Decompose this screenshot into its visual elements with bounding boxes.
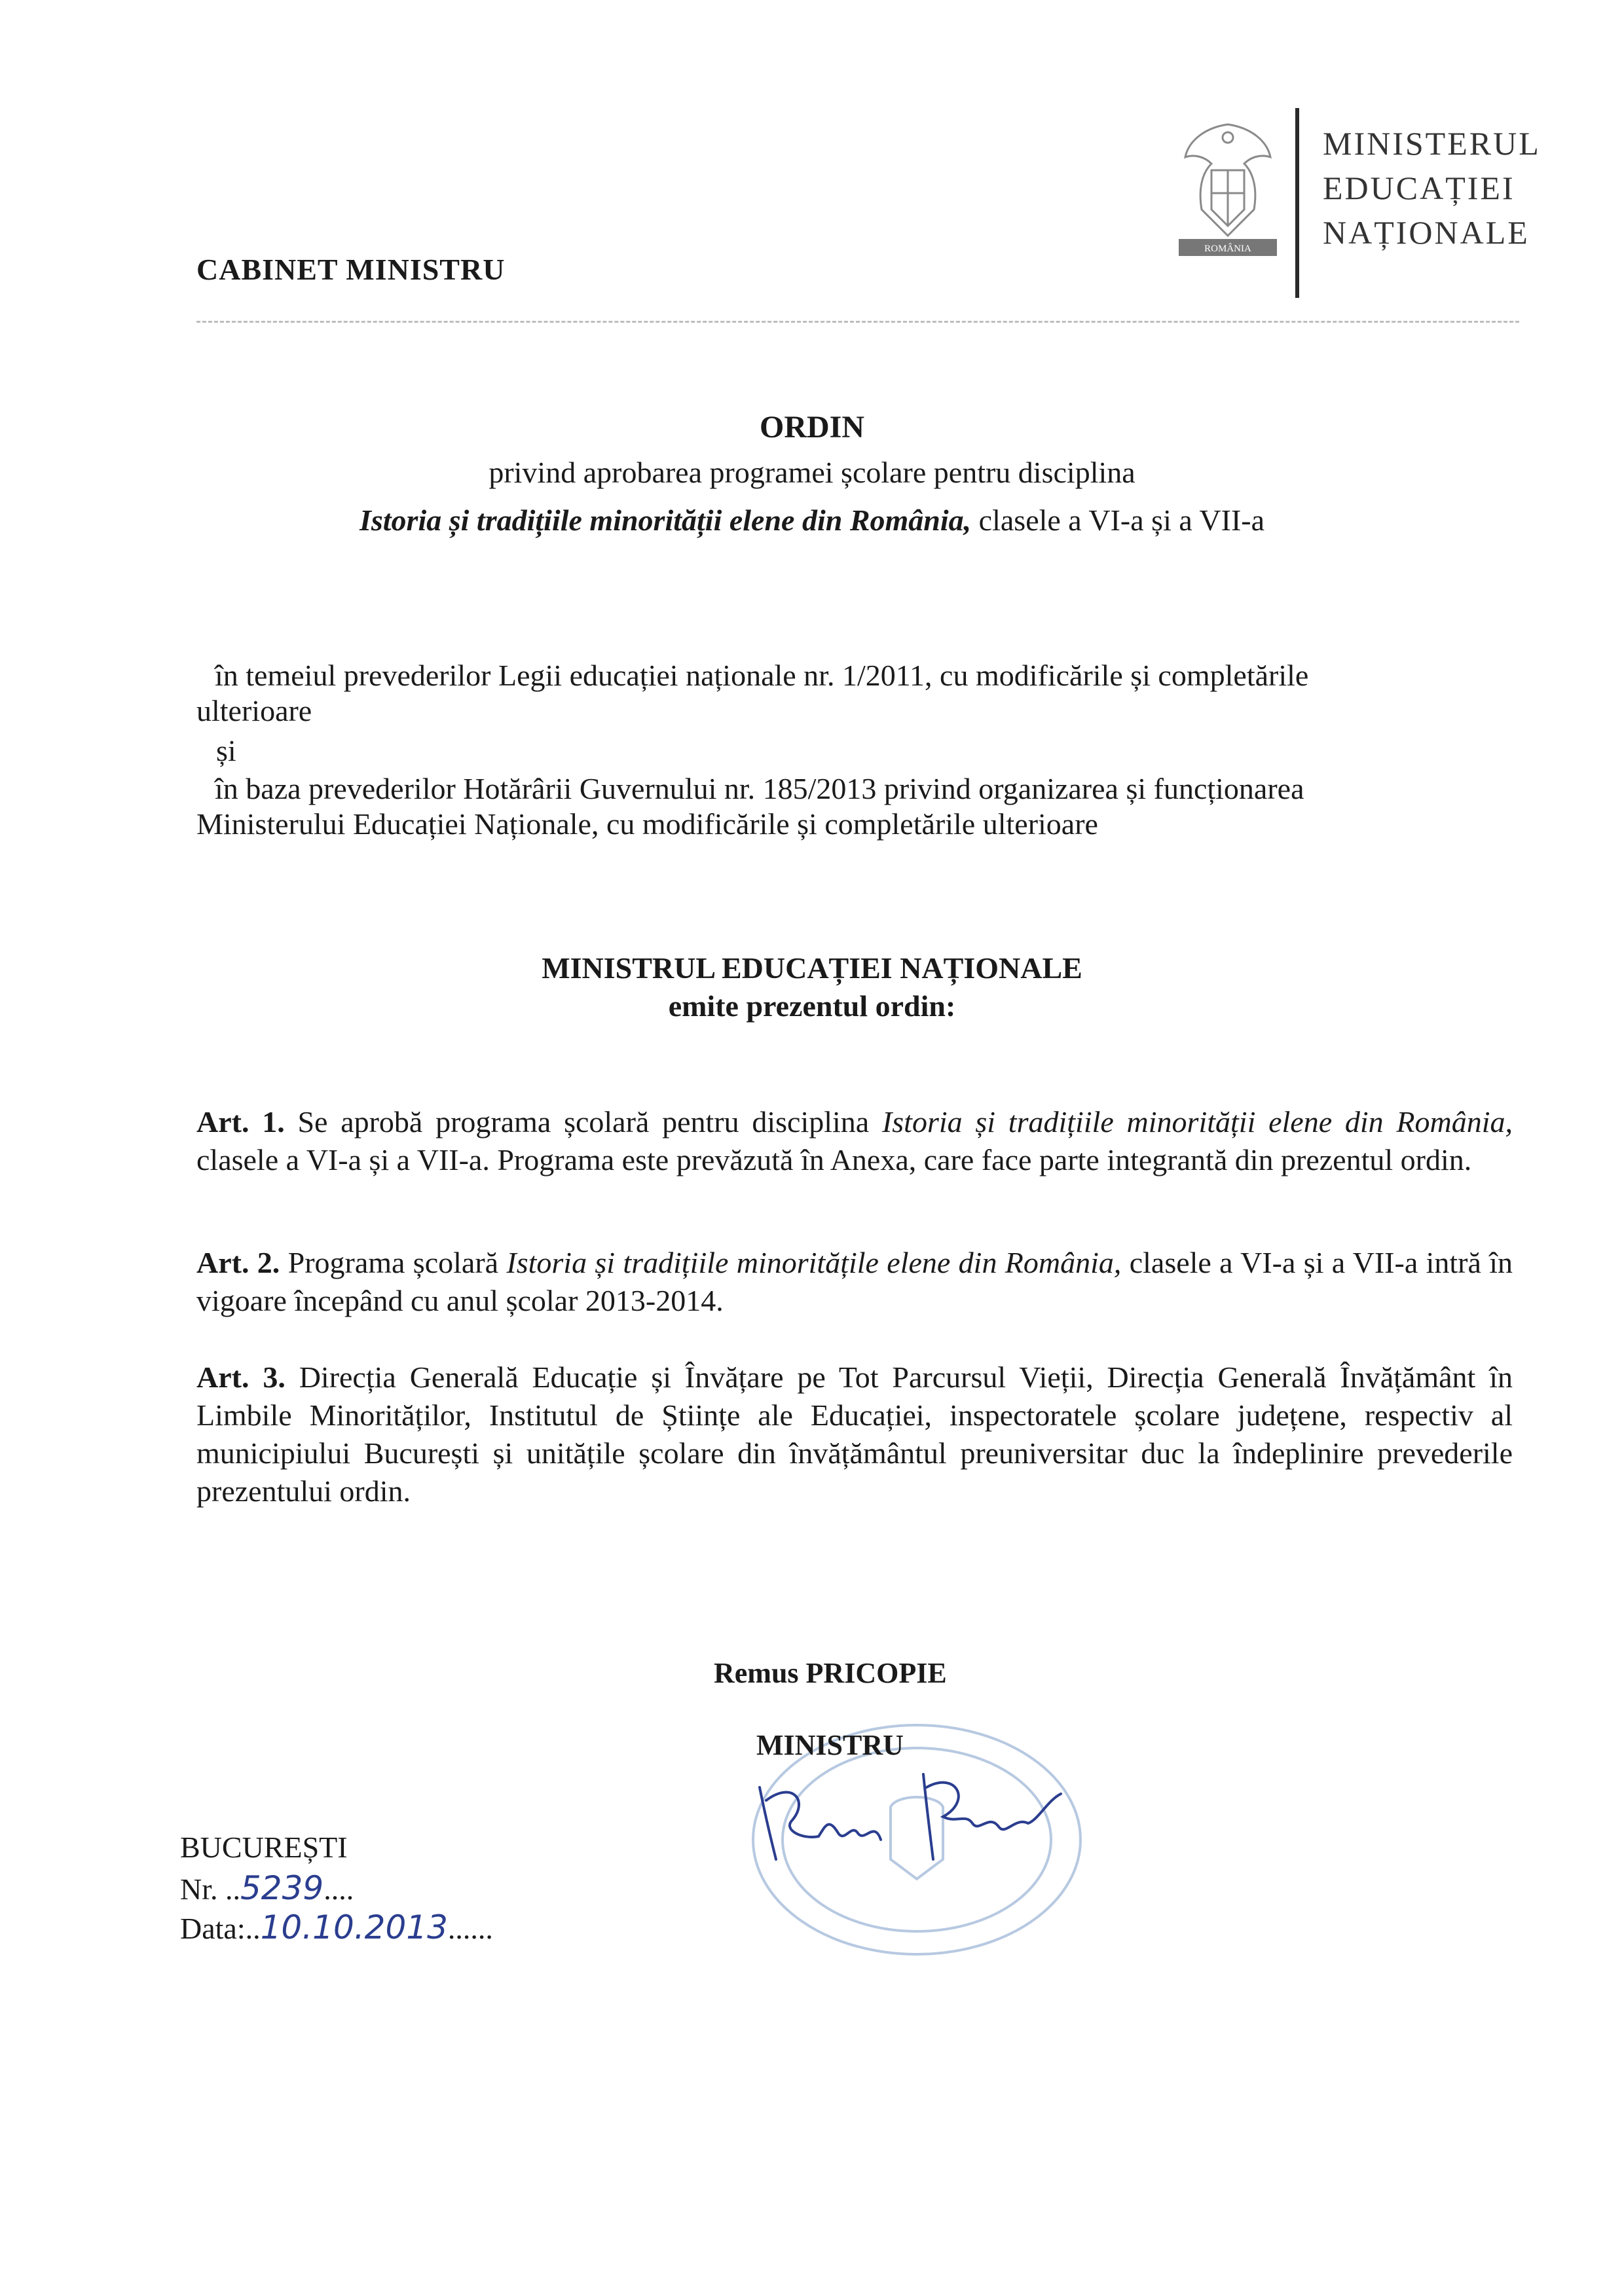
signer-role: MINISTRU — [756, 1729, 904, 1761]
article-label: Art. 3. — [196, 1360, 286, 1394]
document-title: ORDIN — [759, 410, 864, 445]
article-text: Programa școlară — [280, 1246, 507, 1279]
place-label: BUCUREȘTI — [180, 1831, 348, 1864]
signer-name: Remus PRICOPIE — [714, 1657, 947, 1689]
article-label: Art. 2. — [196, 1246, 280, 1279]
article-emphasis: Istoria și tradițiile minoritățile elene din România, — [506, 1246, 1122, 1279]
issuer-line-2: emite prezentul ordin: — [668, 989, 956, 1023]
document-subtitle-line-2 — [0, 503, 1624, 538]
handwritten-signature-icon — [747, 1761, 1074, 1872]
nr-label: Nr. .. — [180, 1872, 240, 1906]
preamble-2-continuation: Ministerului Educației Naționale, cu modificările și completările ulterioare — [196, 807, 1098, 841]
article-emphasis: Istoria și tradițiile minorității elene din România, — [881, 1105, 1513, 1139]
issuer-block — [0, 949, 1624, 1025]
article-text: clasele a VI-a și a VII-a. Programa este prevăzută în Anexa, care face parte integrantă din prezentul ordin. — [196, 1143, 1472, 1176]
preamble-1-line: în temeiul prevederilor Legii educației naționale nr. 1/2011, cu modificările și completările — [215, 659, 1309, 692]
date-dots: ...... — [447, 1912, 493, 1945]
date-label: Data:.. — [180, 1912, 261, 1945]
header-divider — [1295, 108, 1299, 298]
preamble-paragraph-1 — [196, 658, 1513, 729]
preamble-2-line: în baza prevederilor Hotărârii Guvernului nr. 185/2013 privind organizarea și funcționarea — [215, 772, 1304, 805]
article-3 — [196, 1358, 1513, 1510]
header-separator — [196, 321, 1519, 323]
ministry-name — [1323, 121, 1541, 255]
logo-banner-text: ROMÂNIA — [1204, 244, 1251, 254]
nr-value: 5239 — [240, 1869, 324, 1907]
subtitle-classes: clasele a VI-a și a VII-a — [971, 503, 1265, 537]
ministry-line-3: NAȚIONALE — [1323, 214, 1530, 251]
registration-number — [180, 1869, 354, 1907]
preamble-paragraph-2 — [196, 771, 1513, 842]
article-label: Art. 1. — [196, 1105, 285, 1139]
subtitle-discipline: Istoria și tradițiile minorității elene din România, — [359, 503, 972, 537]
preamble-conjunction: și — [216, 734, 236, 767]
article-1 — [196, 1103, 1513, 1179]
ministry-line-2: EDUCAȚIEI — [1323, 170, 1515, 206]
article-2 — [196, 1244, 1513, 1320]
article-text: Direcția Generală Educație și Învățare pe Tot Parcursul Vieții, Direcția Generală Învățământ în Limbile Minorităților, Institutul de Științe ale Educației, inspectoratele școlare județene, respectiv al municipiului București și unitățile școlare din învățământul preuniversitar duc la îndeplinire prevederile prezentului ordin. — [196, 1360, 1513, 1508]
document-subtitle-line-1: privind aprobarea programei școlare pentru disciplina — [489, 456, 1135, 489]
ministry-line-1: MINISTERUL — [1323, 125, 1541, 162]
nr-dots: .... — [323, 1872, 354, 1906]
cabinet-label: CABINET MINISTRU — [196, 253, 506, 286]
romania-coat-of-arms-icon — [1166, 111, 1290, 262]
article-text: clasele a VI-a și a VII-a intră în vigoare începând cu anul școlar 2013-2014. — [196, 1246, 1513, 1317]
issuer-line-1: MINISTRUL EDUCAȚIEI NAȚIONALE — [542, 951, 1082, 985]
preamble-1-continuation: ulterioare — [196, 694, 312, 727]
article-text: Se aprobă programa școlară pentru disciplina — [284, 1105, 882, 1139]
document-date — [180, 1908, 493, 1946]
date-value: 10.10.2013 — [260, 1908, 448, 1946]
